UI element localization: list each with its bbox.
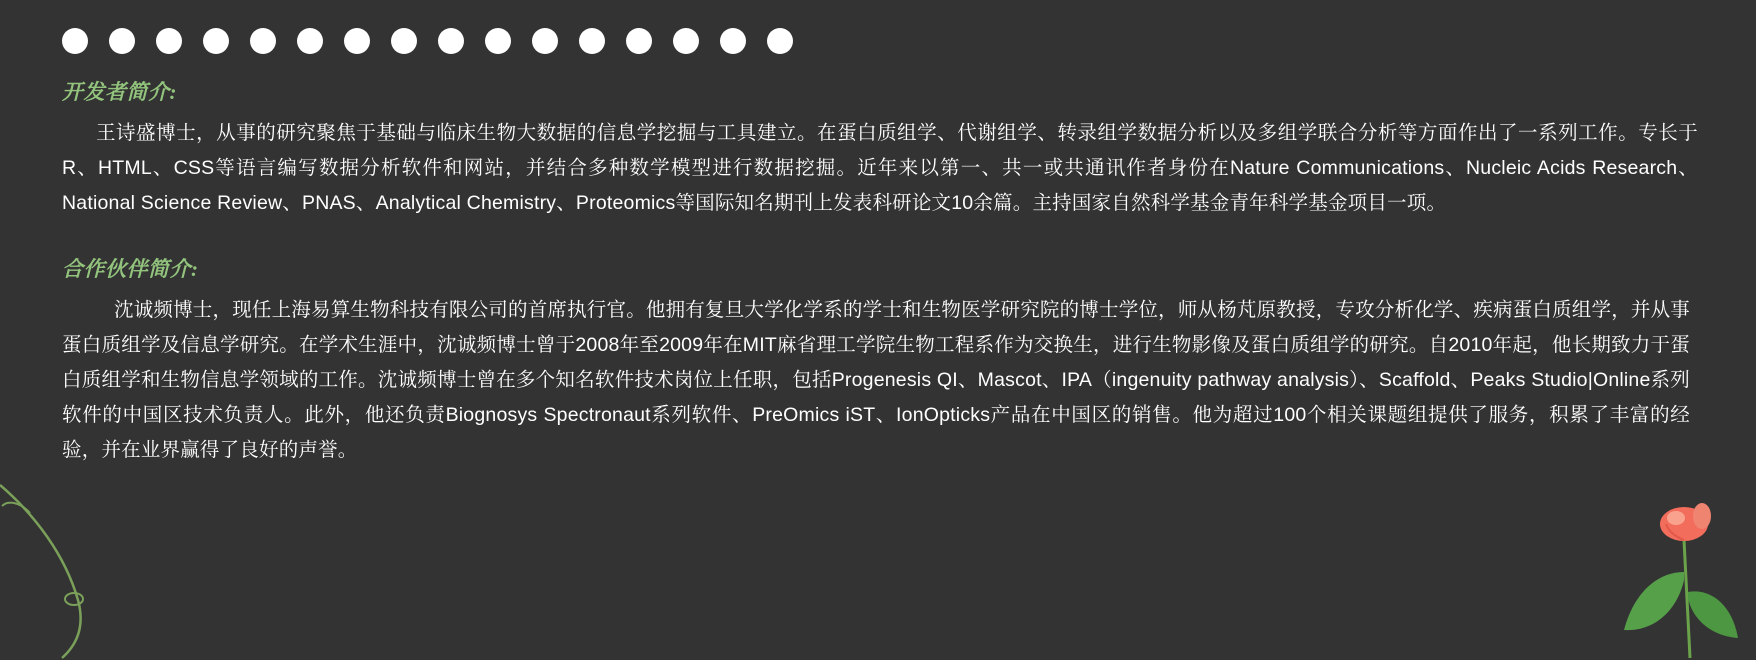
dot-icon (297, 28, 323, 54)
section-heading-developer: 开发者简介: (62, 80, 177, 104)
dot-icon (156, 28, 182, 54)
dot-icon (250, 28, 276, 54)
dot-icon (203, 28, 229, 54)
flower-decoration-icon (1598, 480, 1748, 660)
slide-content (62, 76, 1698, 468)
dot-icon (62, 28, 88, 54)
dot-icon (485, 28, 511, 54)
vine-decoration-icon (0, 480, 120, 660)
dot-icon (109, 28, 135, 54)
dot-icon (626, 28, 652, 54)
dot-icon (767, 28, 793, 54)
section-heading-partner: 合作伙伴简介: (62, 257, 199, 281)
dot-row-decoration (62, 28, 793, 54)
partner-bio-paragraph: 沈诚频博士，现任上海易算生物科技有限公司的首席执行官。他拥有复旦大学化学系的学士和生物医学研究院的博士学位，师从杨芃原教授，专攻分析化学、疾病蛋白质组学，并从事蛋白质组学及信息学研究。在学术生涯中，沈诚频博士曾于2008年至2009年在MIT麻省理工学院生物工程系作为交换生，进行生物影像及蛋白质组学的研究。自2010年起，他长期致力于蛋白质组学和生物信息学领域的工作。沈诚频博士曾在多个知名软件技术岗位上任职，包括Progenesis QI、Mascot、IPA（ingenuity pathway analysis）、Scaffold、Peaks Studio|Online系列软件的中国区技术负责人。此外，他还负责Biognosys Spectronaut系列软件、PreOmics iST、IonOpticks产品在中国区的销售。他为超过100个相关课题组提供了服务，积累了丰富的经验，并在业界赢得了良好的声誉。 (62, 299, 1691, 461)
dot-icon (438, 28, 464, 54)
dot-icon (391, 28, 417, 54)
dot-icon (579, 28, 605, 54)
dot-icon (344, 28, 370, 54)
dot-icon (673, 28, 699, 54)
developer-bio-paragraph: 王诗盛博士，从事的研究聚焦于基础与临床生物大数据的信息学挖掘与工具建立。在蛋白质组学、代谢组学、转录组学数据分析以及多组学联合分析等方面作出了一系列工作。专长于R、HTML、CSS等语言编写数据分析软件和网站，并结合多种数学模型进行数据挖掘。近年来以第一、共一或共通讯作者身份在Nature Communications、Nucleic Acids Research、National Science Review、PNAS、Analytical Chemistry、Proteomics等国际知名期刊上发表科研论文10余篇。主持国家自然科学基金青年科学基金项目一项。 (62, 122, 1698, 214)
dot-icon (532, 28, 558, 54)
dot-icon (720, 28, 746, 54)
